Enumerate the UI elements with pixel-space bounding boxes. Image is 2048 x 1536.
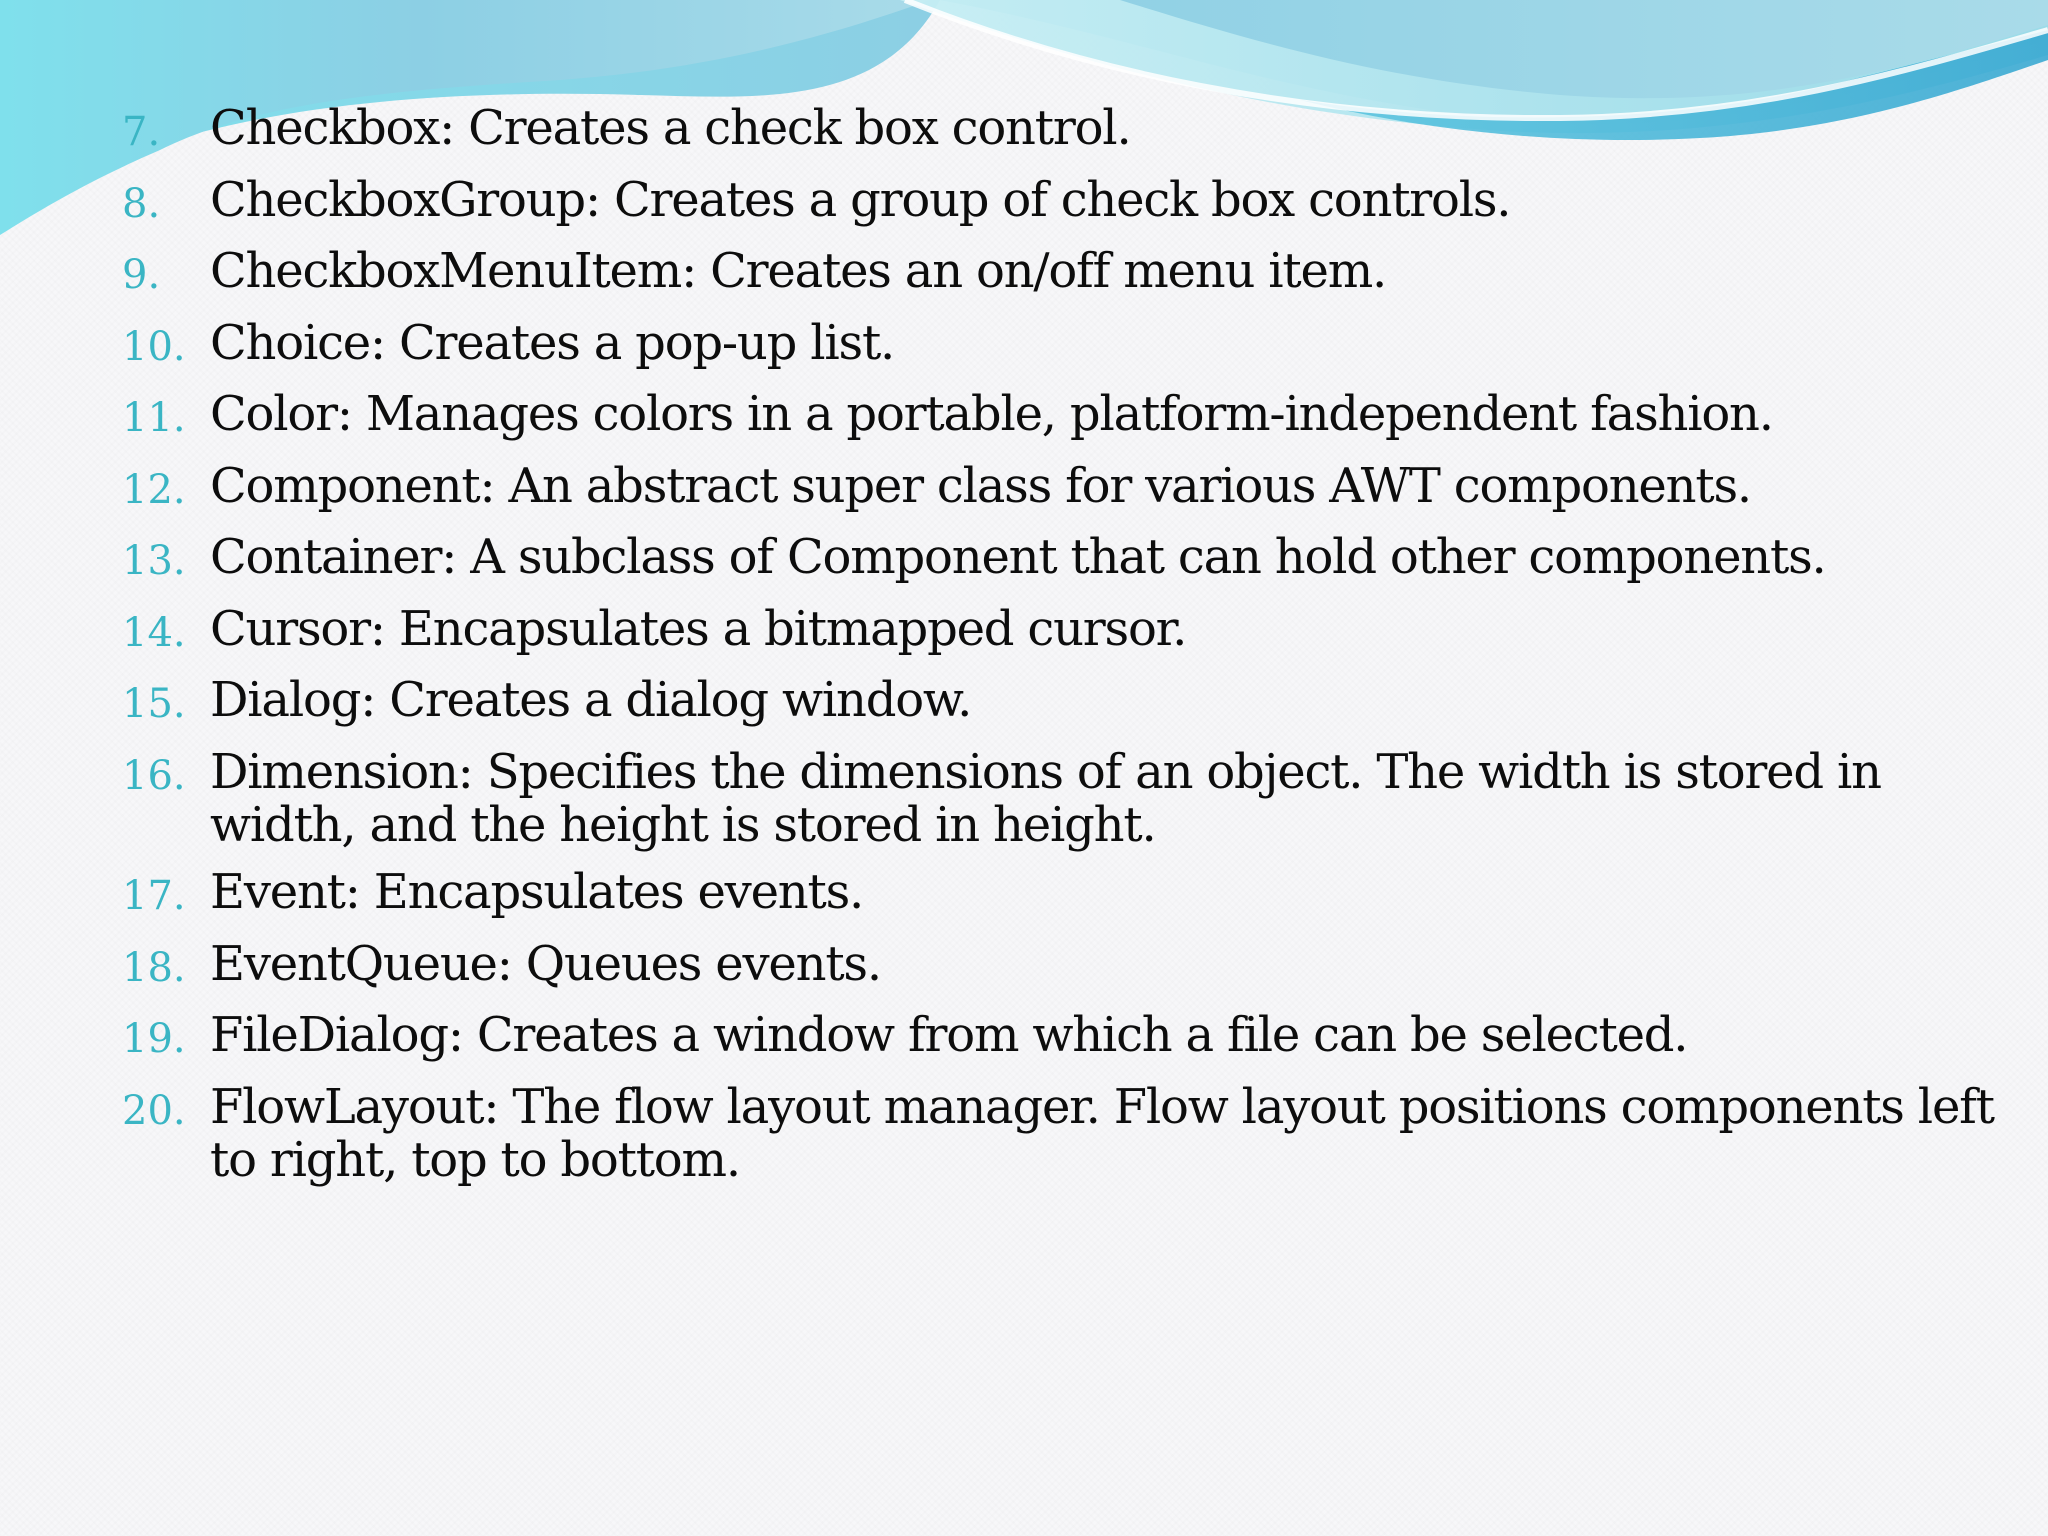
- list-item: [122, 1009, 2002, 1066]
- list-item: [122, 388, 2002, 445]
- list-item: [122, 314, 2002, 374]
- list-item-text: Checkbox: Creates a check box control.: [210, 100, 1131, 156]
- list-item-number: 17.: [122, 873, 186, 919]
- list-item: [122, 600, 2002, 660]
- list-item-text: FlowLayout: The flow layout manager. Flow layout positions components left to right, top to bottom.: [210, 1078, 1994, 1188]
- class-list: [122, 102, 2002, 1201]
- list-item-number: 13.: [122, 538, 186, 584]
- list-item: [122, 1078, 2002, 1188]
- list-item: [122, 457, 2002, 517]
- list-item-number: 7.: [122, 109, 161, 155]
- list-item: [122, 866, 2002, 923]
- list-item: [122, 935, 2002, 995]
- list-item-number: 16.: [122, 752, 186, 799]
- list-item-number: 15.: [122, 681, 186, 727]
- list-item: [122, 171, 2002, 231]
- list-item-number: 18.: [122, 944, 186, 991]
- list-item-number: 19.: [122, 1016, 186, 1062]
- list-item-text: Dimension: Specifies the dimensions of an object. The width is stored in width, and the height is stored in height.: [210, 743, 1881, 853]
- list-item: [122, 674, 2002, 731]
- list-item-text: Choice: Creates a pop-up list.: [210, 314, 895, 371]
- list-item-number: 20.: [122, 1087, 186, 1134]
- list-item-text: CheckboxMenuItem: Creates an on/off menu item.: [210, 243, 1387, 299]
- list-item-text: CheckboxGroup: Creates a group of check box controls.: [210, 171, 1511, 228]
- list-item-number: 12.: [122, 466, 186, 513]
- list-item-number: 9.: [122, 252, 161, 298]
- list-item-number: 8.: [122, 180, 161, 227]
- list-item-text: Dialog: Creates a dialog window.: [210, 672, 972, 728]
- list-item-text: Event: Encapsulates events.: [210, 864, 864, 920]
- list-item-text: Component: An abstract super class for various AWT components.: [210, 457, 1751, 514]
- list-item: [122, 531, 2002, 588]
- list-item-text: FileDialog: Creates a window from which a file can be selected.: [210, 1007, 1688, 1063]
- list-item-number: 14.: [122, 609, 186, 656]
- list-item-text: Cursor: Encapsulates a bitmapped cursor.: [210, 600, 1187, 657]
- list-item: [122, 102, 2002, 159]
- list-item: [122, 245, 2002, 302]
- list-item-text: Color: Manages colors in a portable, platform-independent fashion.: [210, 386, 1773, 442]
- list-item-number: 10.: [122, 323, 186, 370]
- list-item-text: Container: A subclass of Component that can hold other components.: [210, 529, 1826, 585]
- list-item: [122, 743, 2002, 853]
- list-item-text: EventQueue: Queues events.: [210, 935, 881, 992]
- list-item-number: 11.: [122, 395, 186, 441]
